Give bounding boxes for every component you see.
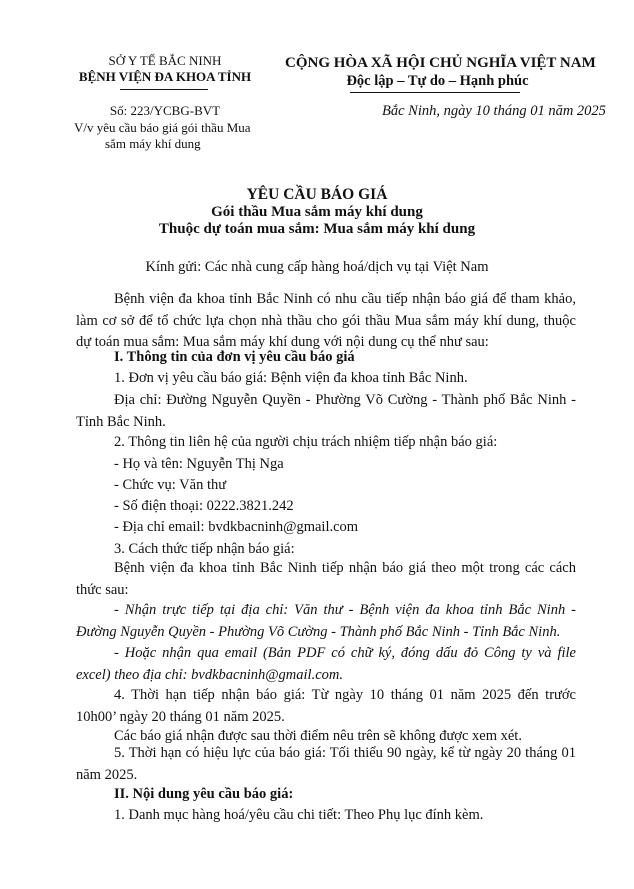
place-date: Bắc Ninh, ngày 10 tháng 01 năm 2025	[382, 103, 606, 119]
doc-number: Số: 223/YCBG-BVT	[109, 103, 221, 118]
section1-item2: 2. Thông tin liên hệ của người chịu trách nhiệm tiếp nhận báo giá:	[114, 434, 498, 450]
section2-item1: 1. Danh mục hàng hoá/yêu cầu chi tiết: Theo Phụ lục đính kèm.	[114, 807, 484, 823]
section1-item5: 5. Thời hạn có hiệu lực của báo giá: Tối thiểu 90 ngày, kể từ ngày 20 tháng 01 năm 2025.	[76, 745, 576, 783]
contact-name: - Họ và tên: Nguyễn Thị Nga	[114, 456, 284, 472]
late-note: Các báo giá nhận được sau thời điểm nêu trên sẽ không được xem xét.	[114, 728, 522, 744]
section1-heading: I. Thông tin của đơn vị yêu cầu báo giá	[114, 349, 355, 365]
receive-email: - Hoặc nhận qua email (Bản PDF có chữ ký, đóng dấu đỏ Công ty và file excel) theo địa chỉ: bvdkbacninh@gmail.com.	[76, 645, 576, 683]
receive-direct: - Nhận trực tiếp tại địa chỉ: Văn thư - Bệnh viện đa khoa tỉnh Bắc Ninh - Đường Nguyễn Quyền - Phường Võ Cường - Thành phố Bắc Ninh - Tỉnh Bắc Ninh.	[76, 602, 576, 640]
contact-phone: - Số điện thoại: 0222.3821.242	[114, 498, 294, 514]
estimate-title: Thuộc dự toán mua sắm: Mua sắm máy khí dung	[158, 221, 476, 237]
motto: Độc lập – Tự do – Hạnh phúc	[346, 73, 529, 89]
country-name: CỘNG HÒA XÃ HỘI CHỦ NGHĨA VIỆT NAM	[285, 55, 596, 71]
salutation: Kính gửi: Các nhà cung cấp hàng hoá/dịch vụ tại Việt Nam	[145, 259, 489, 275]
org-name: BỆNH VIỆN ĐA KHOA TỈNH	[78, 69, 252, 84]
org-underline	[120, 89, 208, 90]
subject-line: V/v yêu cầu báo giá gói thầu Mua	[74, 120, 251, 135]
section1-item4: 4. Thời hạn tiếp nhận báo giá: Từ ngày 10 tháng 01 năm 2025 đến trước 10h00’ ngày 20 tháng 01 năm 2025.	[76, 687, 576, 725]
org-parent: SỞ Y TẾ BẮC NINH	[108, 53, 222, 68]
contact-role: - Chức vụ: Văn thư	[114, 477, 227, 493]
receive-description: Bệnh viện đa khoa tỉnh Bắc Ninh tiếp nhận báo giá theo một trong các cách thức sau:	[76, 560, 576, 598]
contact-email: - Địa chỉ email: bvdkbacninh@gmail.com	[114, 519, 359, 535]
subject-line-cont: sắm máy khí dung	[105, 136, 201, 151]
doc-title: YÊU CẦU BÁO GIÁ	[246, 186, 388, 203]
section1-item3: 3. Cách thức tiếp nhận báo giá:	[114, 541, 295, 557]
package-title: Gói thầu Mua sắm máy khí dung	[211, 204, 423, 220]
motto-underline	[350, 92, 520, 93]
intro-paragraph: Bệnh viện đa khoa tỉnh Bắc Ninh có nhu cầu tiếp nhận báo giá để tham khảo, làm cơ sở để tổ chức lựa chọn nhà thầu cho gói thầu Mua sắm máy khí dung, thuộc dự toán mua sắm: Mua sắm máy khí dung với nội dung cụ thể như sau:	[76, 291, 576, 351]
section1-item1: 1. Đơn vị yêu cầu báo giá: Bệnh viện đa khoa tỉnh Bắc Ninh.	[114, 370, 468, 386]
section1-address: Địa chỉ: Đường Nguyễn Quyền - Phường Võ Cường - Thành phố Bắc Ninh - Tỉnh Bắc Ninh.	[76, 392, 576, 430]
section2-heading: II. Nội dung yêu cầu báo giá:	[114, 786, 294, 802]
